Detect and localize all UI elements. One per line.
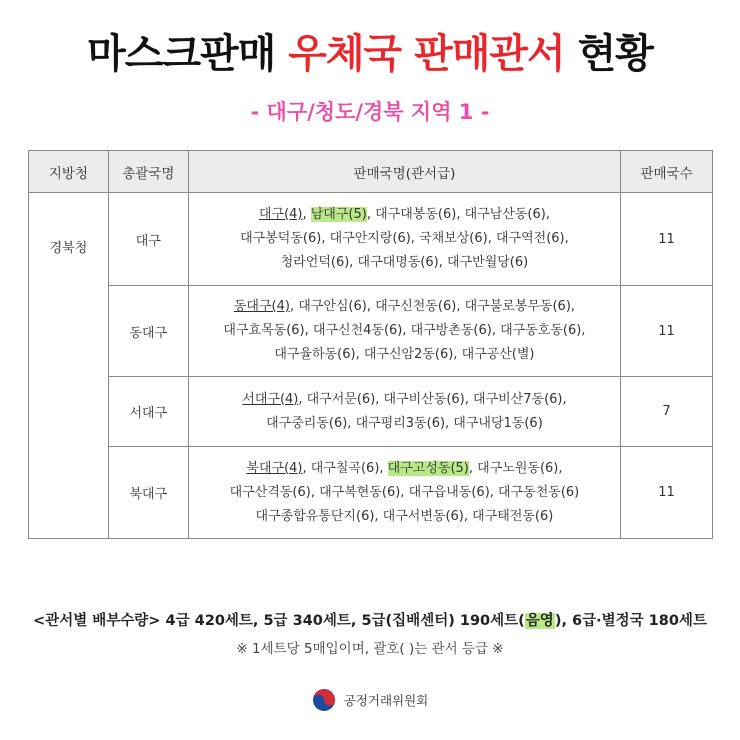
office-line	[193, 295, 616, 319]
office-list-text: 대구율하동(6), 대구신암2동(6), 대구공산(별)	[274, 347, 535, 362]
office-list-text: 청라언덕(6), 대구대명동(6), 대구반월당(6)	[280, 255, 529, 270]
distribution-note	[0, 609, 740, 630]
footer	[0, 688, 740, 712]
count-cell: 11	[621, 286, 713, 377]
office-list-text: , 대구대봉동(6), 대구남산동(6),	[366, 207, 550, 222]
office-line	[193, 412, 616, 436]
office-line	[193, 251, 616, 275]
header-hq: 총괄국명	[108, 151, 188, 193]
office-line	[193, 203, 616, 227]
highlighted-office: 대구고성동(5)	[387, 460, 469, 476]
note-text-b: ), 6급·별정국 180세트	[554, 613, 707, 629]
office-list-text: ,	[302, 207, 311, 222]
page-subtitle: - 대구/청도/경북 지역 1 -	[250, 100, 490, 124]
office-line	[193, 227, 616, 251]
offices-table	[28, 150, 713, 539]
office-line	[193, 481, 616, 505]
offices-cell	[188, 377, 620, 447]
note-highlight: 음영	[525, 613, 554, 629]
header-region: 지방청	[29, 151, 109, 193]
offices-cell	[188, 286, 620, 377]
office-list-text: , 대구안심(6), 대구신천동(6), 대구불로봉무동(6),	[289, 299, 576, 314]
hq-cell: 서대구	[108, 377, 188, 447]
hq-cell: 대구	[108, 193, 188, 286]
main-office: 동대구(4)	[233, 299, 290, 314]
region-cell: 경북청	[29, 193, 109, 539]
count-cell: 7	[621, 377, 713, 447]
office-list-text: , 대구노원동(6),	[468, 460, 563, 476]
hq-cell: 북대구	[108, 447, 188, 539]
office-list-text: , 대구칠곡(6),	[302, 460, 388, 476]
table-row	[29, 286, 713, 377]
page-title	[0, 22, 740, 79]
office-line	[193, 343, 616, 367]
highlighted-office: 남대구(5)	[310, 207, 367, 222]
office-list-text: 대구종합유통단지(6), 대구서변동(6), 대구태전동(6)	[255, 508, 554, 524]
government-emblem-icon	[312, 688, 336, 712]
header-count: 판매국수	[621, 151, 713, 193]
office-list-text: 대구봉덕동(6), 대구안지랑(6), 국채보상(6), 대구역전(6),	[240, 231, 569, 246]
table-header-row	[29, 151, 713, 193]
office-line	[193, 388, 616, 412]
main-office: 서대구(4)	[242, 391, 299, 407]
offices-cell	[188, 193, 620, 286]
hq-cell: 동대구	[108, 286, 188, 377]
office-list-text: 대구중리동(6), 대구평리3동(6), 대구내당1동(6)	[266, 415, 543, 431]
office-line	[193, 319, 616, 343]
organization-name: 공정거래위원회	[343, 693, 429, 708]
table-row	[29, 447, 713, 539]
main-office: 대구(4)	[258, 207, 303, 222]
title-part1: 마스크판매	[87, 31, 276, 77]
office-line	[193, 457, 616, 481]
title-part2: 우체국 판매관서	[288, 31, 565, 77]
offices-cell	[188, 447, 620, 539]
office-list-text: 대구효목동(6), 대구신천4동(6), 대구방촌동(6), 대구동호동(6),	[223, 323, 586, 338]
title-part3: 현황	[577, 31, 653, 77]
office-list-text: , 대구서문(6), 대구비산동(6), 대구비산7동(6),	[298, 391, 567, 407]
office-list-text: 대구산격동(6), 대구복현동(6), 대구읍내동(6), 대구동천동(6)	[229, 484, 580, 500]
table-row	[29, 377, 713, 447]
note-text-a: <관서별 배부수량> 4급 420세트, 5급 340세트, 5급(집배센터) 190세트(	[33, 613, 525, 629]
count-cell: 11	[621, 193, 713, 286]
office-line	[193, 505, 616, 529]
main-office: 북대구(4)	[246, 460, 303, 476]
table-row	[29, 193, 713, 286]
set-note: ※ 1세트당 5매입이며, 괄호( )는 관서 등급 ※	[236, 641, 504, 657]
header-offices: 판매국명(관서급)	[188, 151, 620, 193]
count-cell: 11	[621, 447, 713, 539]
